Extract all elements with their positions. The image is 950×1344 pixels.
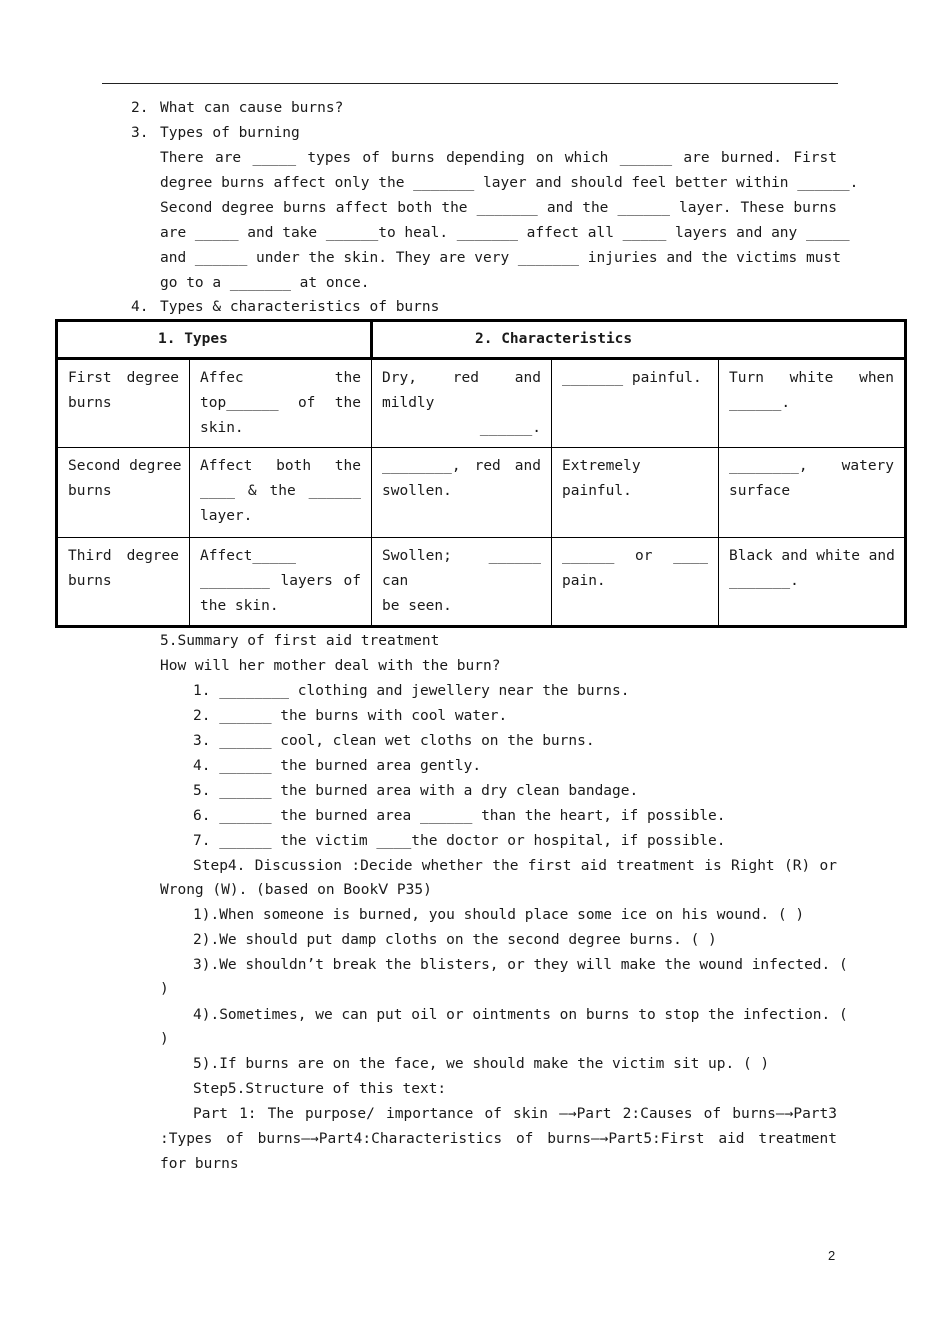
q4-title: Types & characteristics of burns [160,299,440,315]
cell-text: _______ painful. [562,369,702,386]
cell-text: Extremely [562,458,641,475]
cell-text: Affect both the [200,458,361,475]
cell-text: Swollen; ______ [382,547,541,564]
q3-paragraph-line: Second degree burns affect both the _______ and the ______ layer. These burns [160,200,837,216]
cell-appearance [372,448,552,537]
cell-text: can [382,572,409,589]
cell-affect [190,358,372,447]
q3-paragraph-last-line: go to a _______ at once. [160,275,370,291]
q2-number: 2. [131,100,149,116]
q5-step: 1. ________ clothing and jewellery near the burns. [193,683,630,699]
q5-step: 3. ______ cool, clean wet cloths on the burns. [193,733,595,749]
q3-title: Types of burning [160,125,300,141]
q3-paragraph-line: degree burns affect only the _______ layer and should feel better within ______. [160,175,859,191]
table-row [57,448,906,537]
cell-text: ______. [729,394,791,411]
cell-text: skin. [200,419,244,436]
cell-pain [552,448,719,537]
cell-text: Second degree [68,458,182,475]
q3-paragraph-line: There are _____ types of burns depending on which ______ are burned. First [160,150,837,166]
cell-text: ____ & the ______ [200,483,361,500]
q5-step: 5. ______ the burned area with a dry clean bandage. [193,783,639,799]
cell-text: burns [68,572,112,589]
cell-color [719,448,906,537]
q2-text: What can cause burns? [160,100,344,116]
step4-item: 4).Sometimes, we can put oil or ointments on burns to stop the infection. ( [193,1007,848,1023]
cell-pain [552,358,719,447]
cell-text: ________, watery [729,458,895,475]
page-number: 2 [828,1248,836,1263]
cell-text: Affect_____ [200,547,297,564]
step4-line: Step4. Discussion :Decide whether the first aid treatment is Right (R) or [193,858,837,874]
q5-step: 4. ______ the burned area gently. [193,758,482,774]
header-rule [102,83,838,84]
step4-item-continuation: ) [160,1031,169,1047]
step4-item-continuation: ) [160,981,169,997]
cell-text: Turn white when [729,369,895,386]
step4-item: 5).If burns are on the face, we should make the victim sit up. ( ) [193,1056,770,1072]
cell-text: ______ or ____ [562,547,708,564]
cell-affect [190,448,372,537]
q3-paragraph-line: and ______ under the skin. They are very _______ injuries and the victims must [160,250,841,266]
step4-item: 1).When someone is burned, you should place some ice on his wound. ( ) [193,907,805,923]
q5-title: 5.Summary of first aid treatment [160,633,440,649]
q5-step: 7. ______ the victim ____the doctor or hospital, if possible. [193,833,726,849]
step4-item: 2).We should put damp cloths on the second degree burns. ( ) [193,932,717,948]
cell-text: _______. [729,572,799,589]
cell-text: mildly [382,394,435,411]
cell-type [57,448,190,537]
cell-color [719,358,906,447]
cell-appearance [372,537,552,626]
cell-text: surface [729,483,791,500]
q4-number: 4. [131,299,149,315]
cell-text: Black and white and [729,547,895,564]
cell-text: be seen. [382,597,452,614]
cell-text: top______ of the [200,394,361,411]
cell-appearance [372,358,552,447]
cell-affect [190,537,372,626]
burns-table [55,319,907,628]
cell-text: layer. [200,508,253,525]
step4-line: Wrong (W). (based on BookⅤ P35) [160,882,432,898]
q3-paragraph-line: are _____ and take ______to heal. _______ affect all _____ layers and any _____ [160,225,850,241]
table-header-row [57,321,906,359]
step5-title: Step5.Structure of this text: [193,1081,447,1097]
cell-color [719,537,906,626]
step5-line: for burns [160,1156,239,1172]
step5-line: :Types of burns—→Part4:Characteristics of burns—→Part5:First aid treatment [160,1131,837,1147]
cell-pain [552,537,719,626]
q5-step: 6. ______ the burned area ______ than the heart, if possible. [193,808,726,824]
cell-text: pain. [562,572,606,589]
q5-question: How will her mother deal with the burn? [160,658,501,674]
cell-text: painful. [562,483,632,500]
cell-text: ________, red and [382,458,541,475]
cell-text: Third degree [68,547,179,564]
table-row [57,537,906,626]
cell-text: Affec the [200,369,361,386]
q3-number: 3. [131,125,149,141]
q5-step: 2. ______ the burns with cool water. [193,708,508,724]
cell-text: burns [68,394,112,411]
step5-line: Part 1: The purpose/ importance of skin —→Part 2:Causes of burns—→Part3 [193,1106,837,1122]
cell-text: First degree [68,369,179,386]
cell-type [57,358,190,447]
cell-type [57,537,190,626]
cell-text: ______. [479,419,541,436]
cell-text: ________ layers of [200,572,361,589]
header-characteristics: 2. Characteristics [372,321,906,359]
cell-text: Dry, red and [382,369,541,386]
cell-text: the skin. [200,597,279,614]
cell-text: burns [68,483,112,500]
cell-text: swollen. [382,483,452,500]
step4-item: 3).We shouldn’t break the blisters, or they will make the wound infected. ( [193,957,848,973]
table-row [57,358,906,447]
header-types: 1. Types [57,321,372,359]
